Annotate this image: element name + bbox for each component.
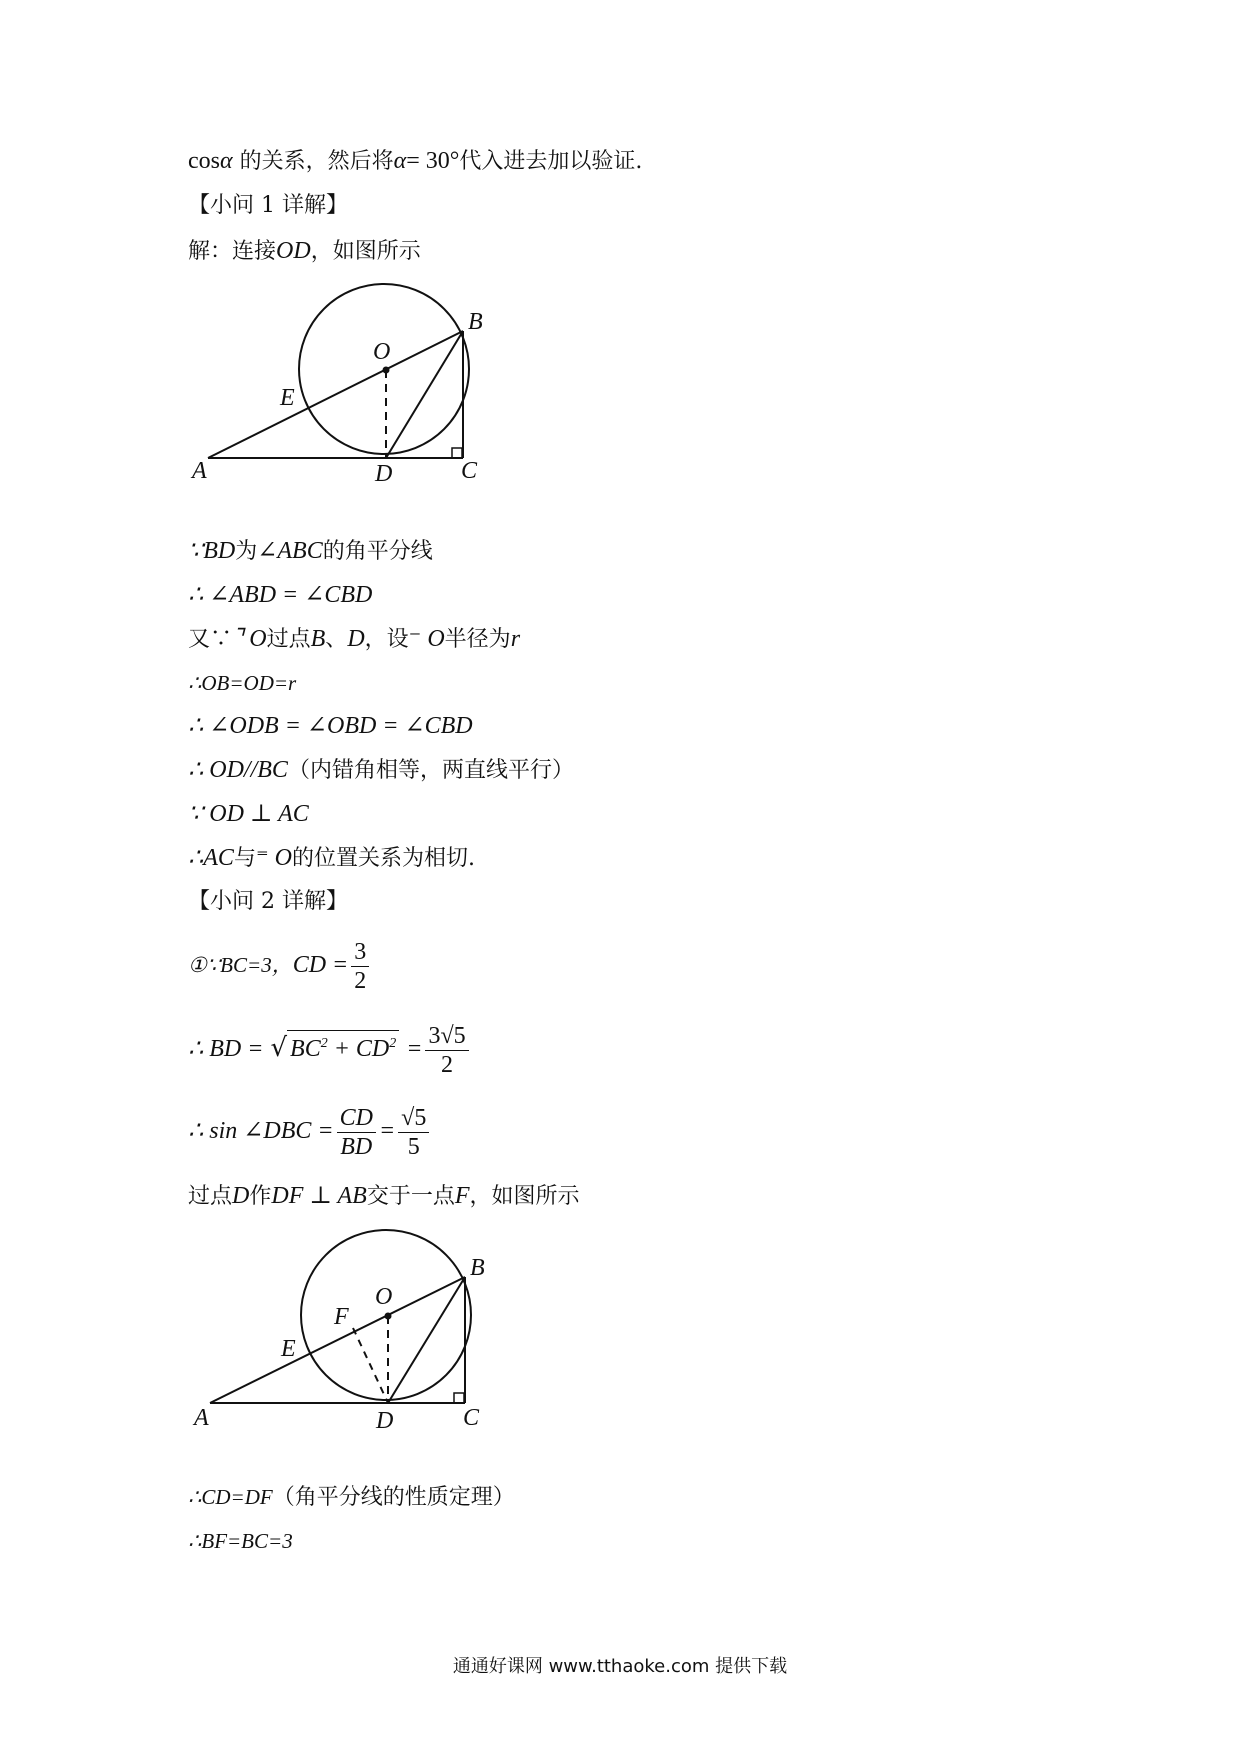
right-angle-mark-2 — [454, 1393, 464, 1403]
p1l8d: 的位置关系为相切. — [291, 846, 475, 871]
label-c: C — [461, 458, 478, 484]
proof1-line3 — [188, 624, 520, 655]
p1l3e: 、 — [325, 627, 348, 652]
proof2-line1 — [188, 1482, 515, 1513]
label-a: A — [192, 458, 207, 484]
q2-line4 — [188, 1181, 580, 1212]
line-df — [353, 1328, 388, 1403]
p1l6a: ∴ OD//BC — [188, 757, 288, 783]
q2l4f: F — [454, 1183, 470, 1209]
p1l3d: B — [310, 626, 326, 652]
p1l1d: 的角平分线 — [322, 539, 433, 564]
figure-1 — [180, 275, 520, 490]
q2-line2 — [188, 1017, 472, 1081]
q2l4d: DF ⊥ AB — [271, 1183, 367, 1209]
q1-intro — [188, 236, 421, 267]
sup-2: 2 — [389, 1036, 397, 1051]
q2l2a: ∴ BD = — [188, 1036, 264, 1062]
sup-1: 2 — [320, 1036, 328, 1051]
frac-3-2 — [351, 938, 369, 995]
p1l1a: ∵BD — [188, 538, 236, 564]
q2-line3 — [188, 1100, 432, 1163]
label-e: E — [280, 385, 295, 411]
frac3-den: BD — [340, 1133, 373, 1160]
p1l3j: r — [510, 626, 521, 652]
p1l3c: 过点 — [266, 627, 311, 652]
center-dot-2 — [385, 1313, 392, 1320]
proof1-line2: ∴ ∠ABD = ∠CBD — [188, 582, 373, 608]
label-c-2: C — [463, 1405, 480, 1431]
q2-heading: 【小问 2 详解】 — [188, 889, 348, 914]
right-angle-mark — [452, 448, 462, 458]
p1l3b: ⌝ O — [232, 626, 267, 652]
proof1-line5: ∴ ∠ODB = ∠OBD = ∠CBD — [188, 713, 473, 739]
center-dot — [383, 367, 390, 374]
proof1-line7: ∵ OD ⊥ AC — [188, 801, 309, 827]
proof1-line6 — [188, 755, 574, 786]
proof1-line4: ∴OB=OD=r — [188, 671, 297, 695]
p1l3a: 又∵ — [188, 627, 233, 652]
label-o: O — [373, 339, 391, 365]
label-d: D — [375, 461, 393, 487]
proof1-line1 — [188, 536, 433, 567]
proof1-line8 — [188, 843, 475, 874]
label-e-2: E — [281, 1336, 296, 1362]
sqrt-bc: BC — [290, 1036, 321, 1062]
frac3-num: CD — [337, 1104, 376, 1133]
frac4-num: √5 — [398, 1104, 429, 1133]
q1-heading: 【小问 1 详解】 — [188, 193, 348, 218]
p1l1c: ∠ABC — [257, 538, 323, 564]
label-b-2: B — [470, 1255, 485, 1281]
alpha-symbol: α — [220, 148, 233, 174]
q2l4c: 作 — [249, 1184, 272, 1209]
q1-intro-tail: ，如图所示 — [310, 239, 421, 264]
p1l3h: ⁻ O — [408, 626, 445, 652]
sqrt-content — [287, 1030, 399, 1062]
q2l1b: CD = — [292, 952, 349, 978]
q2l4e: 交于一点 — [366, 1184, 455, 1209]
q2l4b: D — [232, 1183, 250, 1209]
frac-den: 2 — [354, 967, 367, 994]
q1-intro-text: 解：连接 — [188, 239, 277, 264]
frac2-den: 2 — [441, 1051, 454, 1078]
p1l3f: D — [347, 626, 365, 652]
label-a-2: A — [194, 1405, 209, 1431]
footer: 通通好课网 www.tthaoke.com 提供下载 — [452, 1656, 788, 1677]
proof2-line2: ∴BF=BC=3 — [188, 1529, 293, 1553]
frac-3sqrt5-2 — [425, 1022, 468, 1079]
label-d-2: D — [376, 1408, 394, 1434]
p1l6b: （内错角相等，两直线平行） — [287, 758, 574, 783]
alpha-symbol-2: α — [393, 148, 407, 174]
sqrt-plus-cd: + CD — [327, 1036, 390, 1062]
p1l3g: ，设 — [364, 627, 409, 652]
label-b: B — [468, 309, 483, 335]
intro-eq: = 30° — [406, 148, 460, 174]
frac-cd-bd — [337, 1104, 376, 1161]
label-f-2: F — [334, 1304, 349, 1330]
p2l1a: ∴CD=DF — [188, 1485, 273, 1509]
figure-2 — [180, 1222, 520, 1437]
frac2-num: 3√5 — [425, 1022, 468, 1051]
p1l8a: ∴AC — [188, 845, 234, 871]
cos-text: cos — [188, 148, 220, 174]
q2l3-eq: = — [378, 1118, 396, 1144]
q2l4g: ，如图所示 — [469, 1184, 580, 1209]
p1l8c: ⁼ O — [255, 845, 292, 871]
q2-line1 — [188, 934, 372, 997]
intro-line — [188, 146, 642, 177]
frac4-den: 5 — [407, 1133, 420, 1160]
p1l1b: 为 — [235, 539, 258, 564]
p1l3i: 半径为 — [444, 627, 511, 652]
p1l8b: 与 — [233, 846, 256, 871]
label-o-2: O — [375, 1284, 393, 1310]
q1-intro-var: OD — [276, 238, 311, 264]
intro-text1: 的关系，然后将 — [239, 149, 394, 174]
q2l3a: ∴ sin ∠DBC = — [188, 1118, 334, 1144]
frac-num: 3 — [351, 938, 369, 967]
frac-sqrt5-5 — [398, 1104, 429, 1161]
q2l4a: 过点 — [188, 1184, 233, 1209]
q2l1a: ①∵BC=3， — [188, 953, 293, 977]
q2l2-eq: = — [406, 1036, 423, 1062]
sqrt-symbol: √ — [270, 1033, 288, 1063]
p2l1b: （角平分线的性质定理） — [272, 1485, 515, 1510]
intro-text2: 代入进去加以验证. — [459, 149, 643, 174]
